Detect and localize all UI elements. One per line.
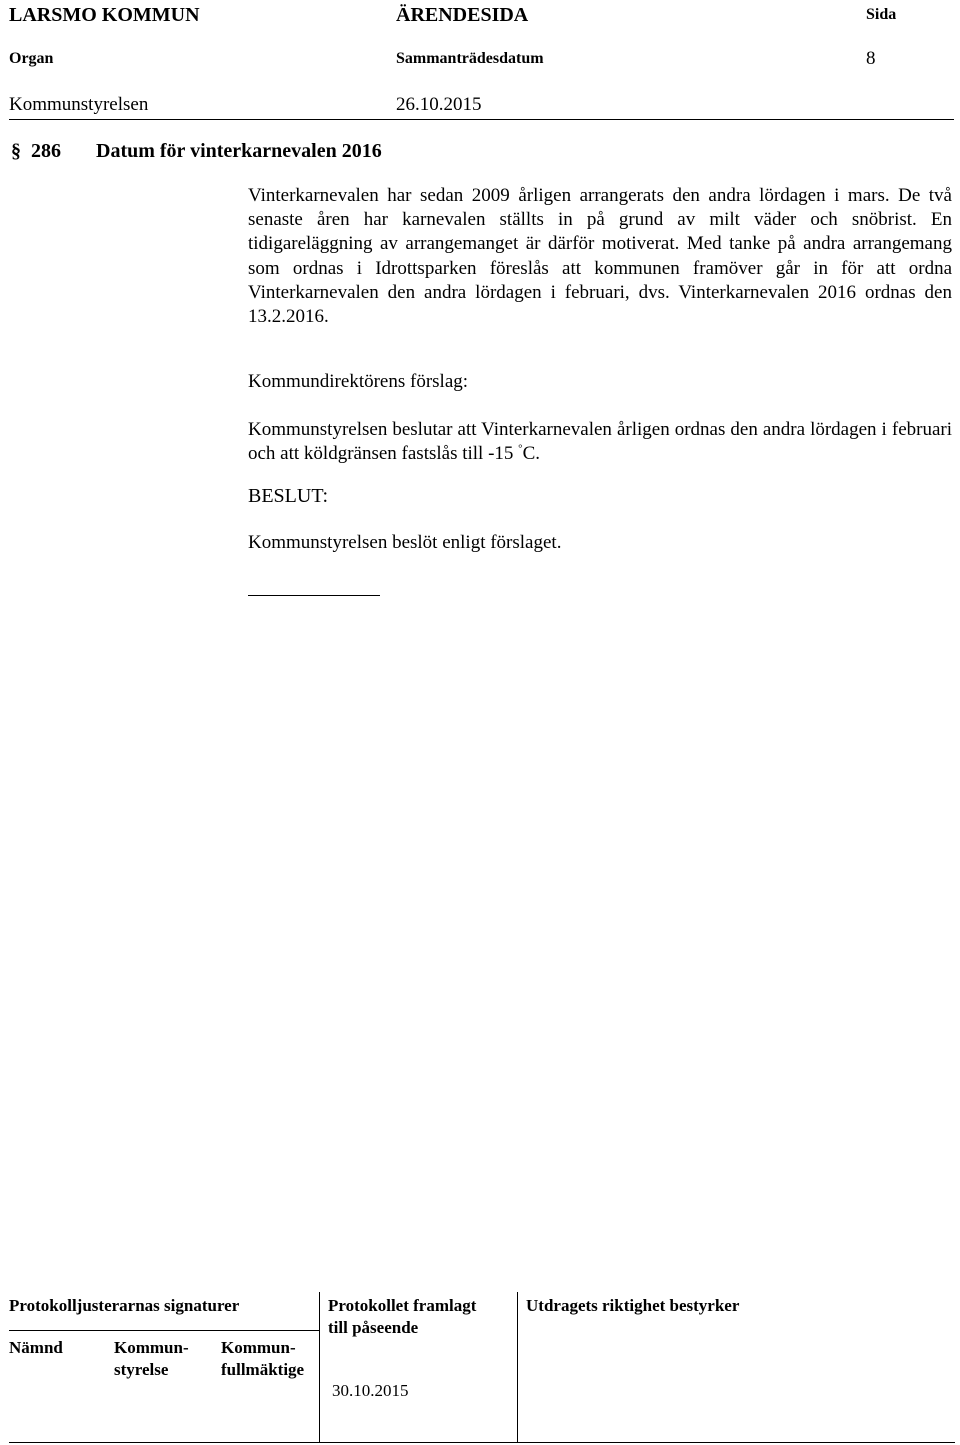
header-divider (9, 119, 954, 120)
proposal-text: Kommunstyrelsen beslutar att Vinterkarnevalen årligen ordnas den andra lördagen i februari och att köldgränsen fastslås till -15 (248, 419, 952, 465)
col-kommunfullmaktige (221, 1337, 304, 1381)
posted-heading-line2: till påseende (328, 1318, 419, 1337)
signature-footer (9, 1292, 955, 1443)
signatures-heading: Protokolljusterarnas signaturer (9, 1296, 240, 1315)
section-heading (11, 140, 382, 163)
background-paragraph: Vinterkarnevalen har sedan 2009 årligen arrangerats den andra lördagen i mars. De två senaste åren har karnevalen ställts in på grund av milt väder och snöbrist. En tidigareläggning av arrangemanget är därför motiverat. Med tanke på andra arrangemang som ordnas i Idrottsparken föreslås att kommunen framöver går in för att ordna Vinterkarnevalen den andra lördagen i februari, dvs. Vinterkarnevalen 2016 ordnas den 13.2.2016. (248, 185, 952, 328)
col-kommunstyrelse (114, 1337, 189, 1381)
meeting-date-label: Sammanträdesdatum (396, 50, 544, 67)
certified-heading: Utdragets riktighet bestyrker (526, 1296, 740, 1315)
proposal-unit: C. (522, 443, 541, 465)
decision-label: BESLUT: (248, 485, 329, 507)
posted-date: 30.10.2015 (332, 1381, 409, 1400)
posted-heading-line1: Protokollet framlagt (328, 1296, 477, 1315)
footer-inner-rule (9, 1330, 319, 1331)
meeting-date: 26.10.2015 (396, 94, 482, 115)
proposal-label: Kommundirektörens förslag: (248, 371, 469, 392)
degree-symbol: ° (518, 442, 523, 455)
proposal-paragraph (248, 418, 952, 466)
organ-label: Organ (9, 50, 54, 67)
col-kommunfullmaktige-line1: Kommun- (221, 1338, 296, 1357)
section-title: Datum för vinterkarnevalen 2016 (96, 140, 382, 162)
section-symbol: § (11, 140, 21, 162)
end-rule (248, 595, 380, 596)
footer-bottom-rule (9, 1442, 955, 1443)
col-kommunstyrelse-line1: Kommun- (114, 1338, 189, 1357)
posted-heading (328, 1295, 476, 1339)
section-number: 286 (31, 140, 61, 162)
document-type: ÄRENDESIDA (396, 4, 529, 26)
decision-text: Kommunstyrelsen beslöt enligt förslaget. (248, 532, 562, 553)
organ-name: Kommunstyrelsen (9, 94, 149, 115)
page-label: Sida (866, 6, 897, 23)
page-number: 8 (866, 48, 876, 69)
col-kommunstyrelse-line2: styrelse (114, 1360, 169, 1379)
col-namnd: Nämnd (9, 1338, 63, 1357)
footer-divider-2 (517, 1292, 518, 1443)
footer-divider-1 (319, 1292, 320, 1443)
col-kommunfullmaktige-line2: fullmäktige (221, 1360, 305, 1379)
municipality-name: LARSMO KOMMUN (9, 4, 200, 26)
